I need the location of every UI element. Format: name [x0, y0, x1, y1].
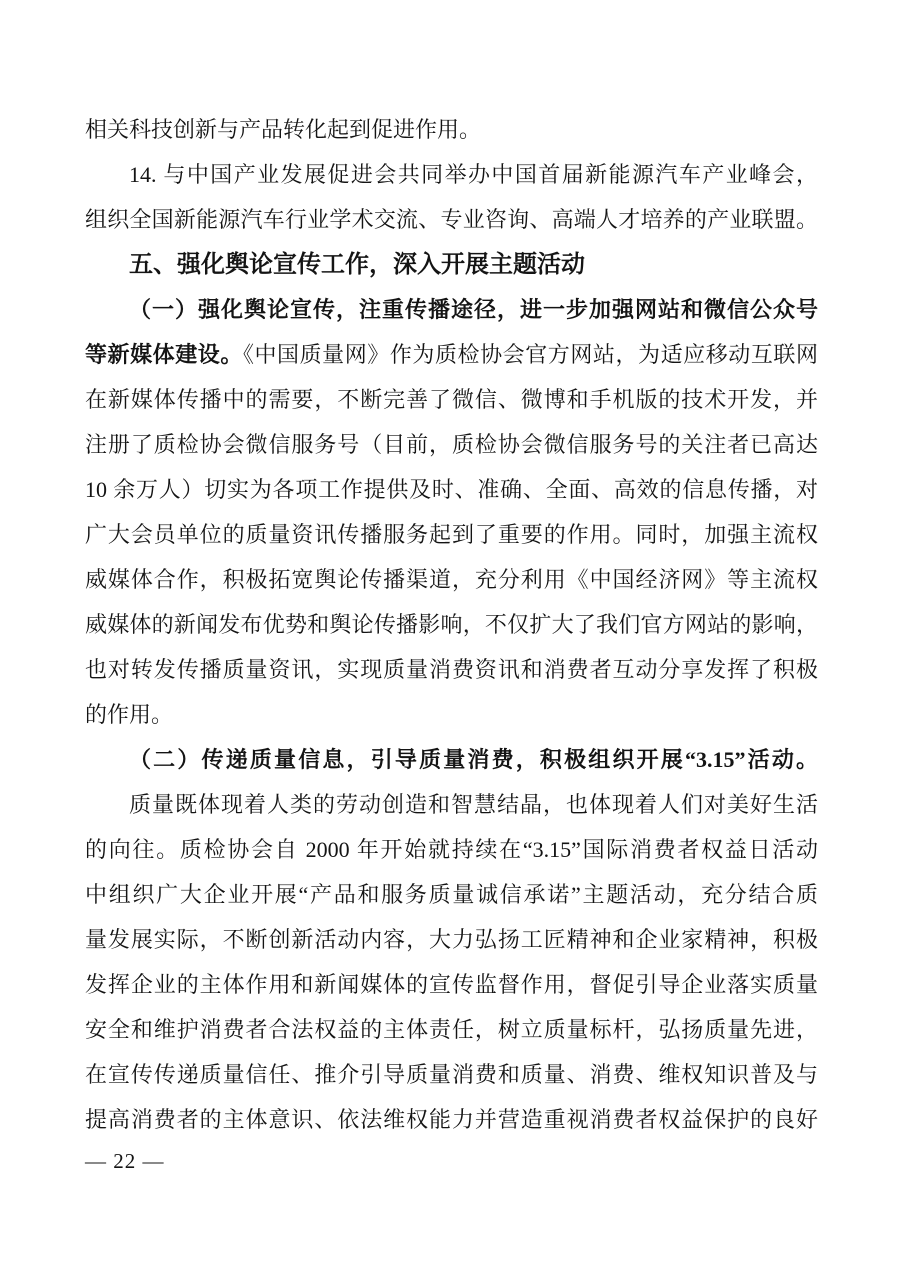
- text-line: [85, 917, 818, 962]
- text-run-body: 《中国质量网》作为质检协会官方网站，为适应移动互联网: [242, 342, 818, 367]
- page-number: — 22 —: [85, 1149, 165, 1173]
- text-line: [85, 1007, 818, 1052]
- text-line: [85, 332, 818, 377]
- text-run-body: 组织全国新能源汽车行业学术交流、专业咨询、高端人才培养的产业联盟。: [85, 207, 818, 232]
- text-line: [85, 557, 818, 602]
- document-body: [85, 107, 818, 1142]
- text-run-body: 质量既体现着人类的劳动创造和智慧结晶，也体现着人们对美好生活: [129, 792, 818, 817]
- text-run-body: 在新媒体传播中的需要，不断完善了微信、微博和手机版的技术开发，并: [85, 387, 818, 412]
- text-run-h2: （一）强化舆论宣传，注重传播途径，进一步加强网站和微信公众号: [129, 297, 818, 322]
- text-line: [85, 872, 818, 917]
- text-run-body: 也对转发传播质量资讯，实现质量消费资讯和消费者互动分享发挥了积极: [85, 657, 818, 682]
- text-line: [85, 377, 818, 422]
- text-line: [85, 962, 818, 1007]
- text-line: [85, 692, 818, 737]
- text-run-body: 在宣传传递质量信任、推介引导质量消费和质量、消费、维权知识普及与: [85, 1062, 818, 1087]
- text-run-h1: 五、强化舆论宣传工作，深入开展主题活动: [129, 251, 585, 278]
- text-line: [85, 422, 818, 467]
- text-run-body: 威媒体的新闻发布优势和舆论传播影响，不仅扩大了我们官方网站的影响，: [85, 612, 818, 637]
- text-line: [85, 467, 818, 512]
- text-line: [85, 197, 818, 242]
- text-run-body: 注册了质检协会微信服务号（目前，质检协会微信服务号的关注者已高达: [85, 432, 818, 457]
- text-line: [85, 647, 818, 692]
- text-line: [85, 602, 818, 647]
- text-line: [85, 287, 818, 332]
- text-run-body: 安全和维护消费者合法权益的主体责任，树立质量标杆，弘扬质量先进，: [85, 1017, 818, 1042]
- text-line: [85, 242, 818, 287]
- text-line: [85, 107, 818, 152]
- text-run-body: 的作用。: [85, 702, 174, 727]
- text-run-body: 14. 与中国产业发展促进会共同举办中国首届新能源汽车产业峰会，: [129, 162, 818, 187]
- text-line: [85, 152, 818, 197]
- text-line: [85, 827, 818, 872]
- text-run-h2: 等新媒体建设。: [85, 342, 243, 367]
- text-run-body: 广大会员单位的质量资讯传播服务起到了重要的作用。同时，加强主流权: [85, 522, 818, 547]
- text-run-body: 中组织广大企业开展“产品和服务质量诚信承诺”主题活动，充分结合质: [85, 882, 818, 907]
- text-line: [85, 782, 818, 827]
- text-run-body: 发挥企业的主体作用和新闻媒体的宣传监督作用，督促引导企业落实质量: [85, 972, 818, 997]
- text-run-body: 10 余万人）切实为各项工作提供及时、准确、全面、高效的信息传播，对: [85, 477, 818, 502]
- text-run-body: 量发展实际，不断创新活动内容，大力弘扬工匠精神和企业家精神，积极: [85, 927, 818, 952]
- text-run-h2: （二）传递质量信息，引导质量消费，积极组织开展“3.15”活动。: [129, 747, 818, 772]
- text-line: [85, 1052, 818, 1097]
- text-line: [85, 1097, 818, 1142]
- text-run-body: 威媒体合作，积极拓宽舆论传播渠道，充分利用《中国经济网》等主流权: [85, 567, 818, 592]
- text-line: [85, 737, 818, 782]
- text-run-body: 相关科技创新与产品转化起到促进作用。: [85, 117, 482, 142]
- text-line: [85, 512, 818, 557]
- text-run-body: 提高消费者的主体意识、依法维权能力并营造重视消费者权益保护的良好: [85, 1107, 818, 1132]
- text-run-body: 的向往。质检协会自 2000 年开始就持续在“3.15”国际消费者权益日活动: [85, 837, 818, 862]
